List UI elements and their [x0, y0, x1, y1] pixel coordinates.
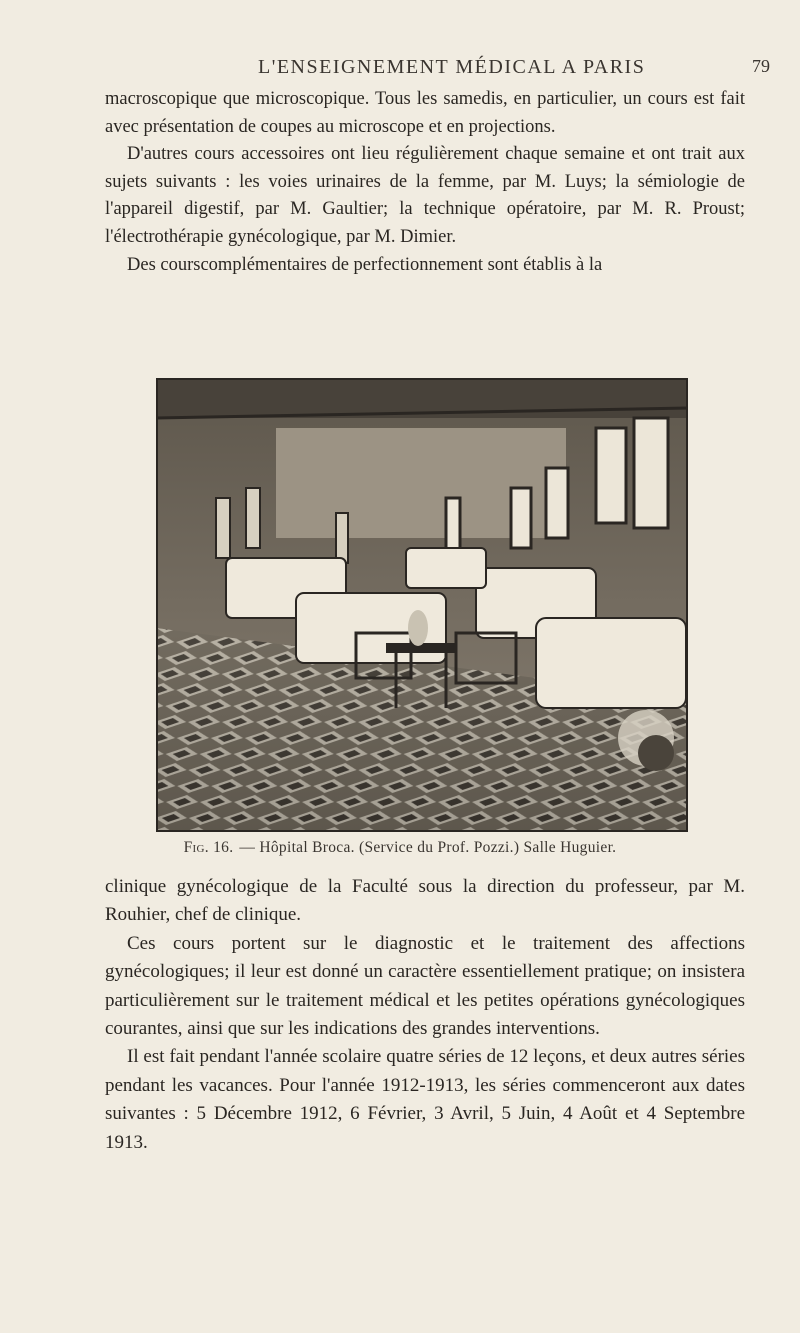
running-title: L'ENSEIGNEMENT MÉDICAL A PARIS — [258, 56, 646, 78]
body-text-bottom — [105, 873, 745, 1157]
paragraph: clinique gynécologique de la Faculté sous la direction du professeur, par M. Rouhier, chef de clinique. — [105, 876, 745, 926]
hospital-ward-photo — [156, 378, 688, 832]
paragraph: Ces cours portent sur le diagnostic et le traitement des affections gynécologiques; il leur est donné un caractère essentiellement pratique; on insistera particulièrement sur le traitement médical et les petites opérations gynécologiques courantes, ainsi que sur les indications des grandes interventions. — [105, 932, 745, 1040]
paragraph: macroscopique que microscopique. Tous les samedis, en particulier, un cours est fait avec présentation de coupes au microscope et en projections. — [105, 89, 745, 137]
figure-caption — [0, 839, 800, 857]
body-text-top — [105, 86, 745, 279]
page-header — [0, 56, 800, 86]
figure-number: Fig. 16. — [183, 839, 234, 856]
paragraph: D'autres cours accessoires ont lieu régulièrement chaque semaine et ont trait aux sujets suivants : les voies urinaires de la femme, par M. Luys; la sémiologie de l'appareil digestif, par M. Gaultier; la technique opératoire, par M. R. Proust; l'électrothérapie gynécologique, par M. Dimier. — [105, 144, 745, 247]
figure-photograph — [156, 378, 688, 832]
paragraph: Il est fait pendant l'année scolaire quatre séries de 12 leçons, et deux autres séries pendant les vacances. Pour l'année 1912-1913, les séries commenceront aux dates suivantes : 5 Décembre 1912, 6 Février, 3 Avril, 5 Juin, 4 Août et 4 Septembre 1913. — [105, 1046, 745, 1153]
figure-caption-text: — Hôpital Broca. (Service du Prof. Pozzi.) Salle Huguier. — [239, 839, 617, 856]
paragraph: Des courscomplémentaires de perfectionnement sont établis à la — [127, 254, 603, 275]
page-number: 79 — [752, 56, 770, 76]
